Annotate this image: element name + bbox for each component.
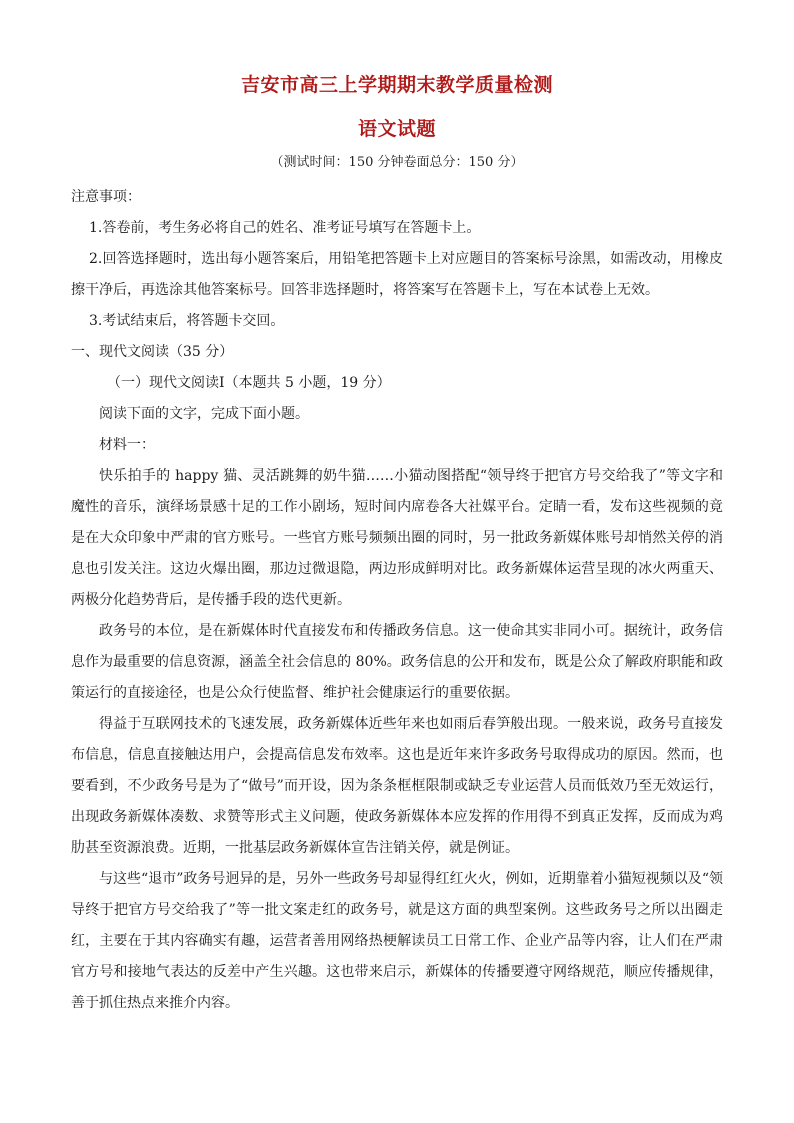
notice-item: 3.考试结束后，将答题卡交回。 [89, 313, 285, 329]
section-subheading: （一）现代文阅读Ⅰ（本题共 5 小题，19 分） [107, 375, 391, 391]
notice-heading: 注意事项： [71, 189, 141, 205]
notice-item: 2.回答选择题时，选出每小题答案后，用铅笔把答题卡上对应题目的答案标号涂黑，如需改动，用橡皮擦干净后，再选涂其他答案标号。回答非选择题时，将答案写在答题卡上，写在本试卷上无效。 [71, 251, 723, 298]
material-label: 材料一： [99, 437, 155, 453]
document-title: 吉安市高三上学期期末教学质量检测 [240, 74, 553, 96]
material-paragraph: 得益于互联网技术的飞速发展，政务新媒体近些年来也如雨后春笋般出现。一般来说，政务号直接发布信息，信息直接触达用户，会提高信息发布效率。这也是近年来许多政务号取得成功的原因。然而，也要看到，不少政务号是为了“做号”而开设，因为条条框框限制或缺乏专业运营人员而低效乃至无效运行，出现政务新媒体凑数、求赞等形式主义问题，使政务新媒体本应发挥的作用得不到真正发挥，反而成为鸡肋甚至资源浪费。近期，一批基层政务新媒体宣告注销关停，就是例证。 [71, 716, 723, 856]
exam-info: （测试时间：150 分钟卷面总分：150 分） [270, 155, 524, 170]
material-paragraph: 与这些“退市”政务号迥异的是，另外一些政务号却显得红红火火，例如，近期靠着小猫短视频以及“领导终于把官方号交给我了”等一批文案走红的政务号，就是这方面的典型案例。这些政务号之所以出圈走红，主要在于其内容确实有趣，运营者善用网络热梗解读员工日常工作、企业产品等内容，让人们在严肃官方号和接地气表达的反差中产生兴趣。这也带来启示，新媒体的传播要遵守网络规范，顺应传播规律，善于抓住热点来推介内容。 [71, 871, 723, 1011]
material-paragraph: 快乐拍手的 happy 猫、灵活跳舞的奶牛猫……小猫动图搭配“领导终于把官方号交给我了”等文字和魔性的音乐，演绎场景感十足的工作小剧场，短时间内席卷各大社媒平台。定睛一看，发布这些视频的竟是在大众印象中严肃的官方账号。一些官方账号频频出圈的同时，另一批政务新媒体账号却悄然关停的消息也引发关注。这边火爆出圈，那边过微退隐，两边形成鲜明对比。政务新媒体运营呈现的冰火两重天、两极分化趋势背后，是传播手段的迭代更新。 [71, 468, 723, 608]
section-heading: 一、现代文阅读（35 分） [71, 344, 234, 360]
document-body [71, 182, 723, 1019]
notice-item: 1.答卷前，考生务必将自己的姓名、准考证号填写在答题卡上。 [89, 220, 481, 236]
reading-instruction: 阅读下面的文字，完成下面小题。 [99, 406, 309, 422]
material-paragraph: 政务号的本位，是在新媒体时代直接发布和传播政务信息。这一使命其实非同小可。据统计，政务信息作为最重要的信息资源，涵盖全社会信息的 80%。政务信息的公开和发布，既是公众了解政府职能和政策运行的直接途径，也是公众行使监督、维护社会健康运行的重要依据。 [71, 623, 723, 701]
document-subtitle: 语文试题 [357, 118, 436, 140]
